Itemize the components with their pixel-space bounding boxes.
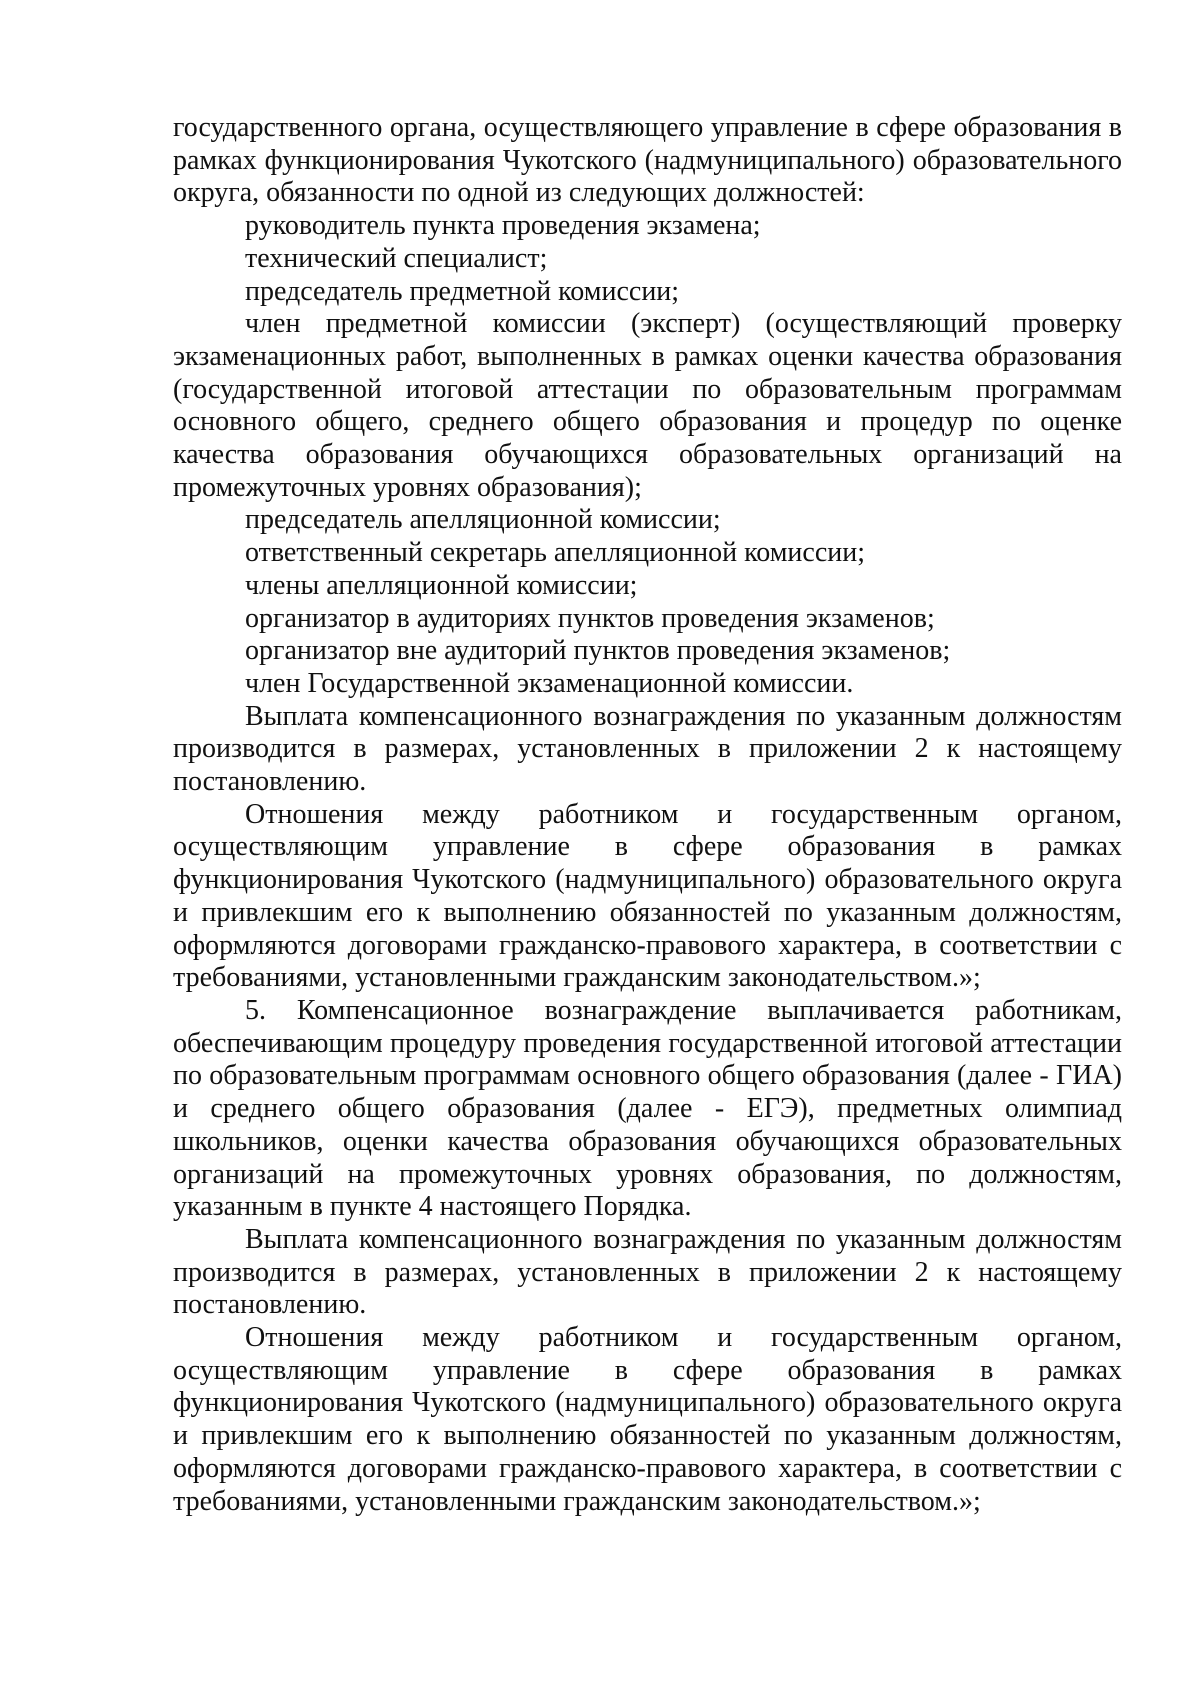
list-item: члены апелляционной комиссии; (245, 569, 638, 601)
list-item: руководитель пункта проведения экзамена; (245, 210, 761, 242)
list-item: организатор в аудиториях пунктов проведения экзаменов; (245, 602, 935, 634)
paragraph-continuation: государственного органа, осуществляющего управление в сфере образования в рамках функционирования Чукотского (надмуниципального) образовательного округа, обязанности по одной из следующих должностей: (173, 112, 1122, 209)
list-item: член предметной комиссии (эксперт) (осуществляющий проверку экзаменационных работ, выполненных в рамках оценки качества образования (государственной итоговой аттестации по образовательным программам основного общего, среднего общего образования и процедур по оценке качества образования обучающихся образовательных организаций на промежуточных уровнях образования); (173, 308, 1122, 503)
list-item: организатор вне аудиторий пунктов проведения экзаменов; (245, 635, 951, 667)
paragraph-payment: Выплата компенсационного вознаграждения по указанным должностям производится в размерах, установленных в приложении 2 к настоящему постановлению. (173, 700, 1122, 798)
list-item: председатель апелляционной комиссии; (245, 504, 721, 536)
list-item: технический специалист; (245, 242, 548, 274)
document-page (173, 112, 1122, 1518)
paragraph-relations: Отношения между работником и государственным органом, осуществляющим управление в сфере образования в рамках функционирования Чукотского (надмуниципального) образовательного округа и привлекшим его к выполнению обязанностей по указанным должностям, оформляются договорами гражданско-правового характера, в соответствии с требованиями, установленными гражданским законодательством.»; (173, 1322, 1122, 1517)
paragraph-relations: Отношения между работником и государственным органом, осуществляющим управление в сфере образования в рамках функционирования Чукотского (надмуниципального) образовательного округа и привлекшим его к выполнению обязанностей по указанным должностям, оформляются договорами гражданско-правового характера, в соответствии с требованиями, установленными гражданским законодательством.»; (173, 798, 1122, 994)
list-item: председатель предметной комиссии; (245, 275, 680, 307)
paragraph-payment: Выплата компенсационного вознаграждения по указанным должностям производится в размерах, установленных в приложении 2 к настоящему постановлению. (173, 1223, 1122, 1321)
paragraph-item-5: 5. Компенсационное вознаграждение выплачивается работникам, обеспечивающим процедуру проведения государственной итоговой аттестации по образовательным программам основного общего образования (далее - ГИА) и среднего общего образования (далее - ЕГЭ), предметных олимпиад школьников, оценки качества образования обучающихся образовательных организаций на промежуточных уровнях образования, по должностям, указанным в пункте 4 настоящего Порядка. (173, 994, 1122, 1223)
list-item: ответственный секретарь апелляционной комиссии; (245, 537, 866, 569)
list-item: член Государственной экзаменационной комиссии. (245, 667, 854, 699)
